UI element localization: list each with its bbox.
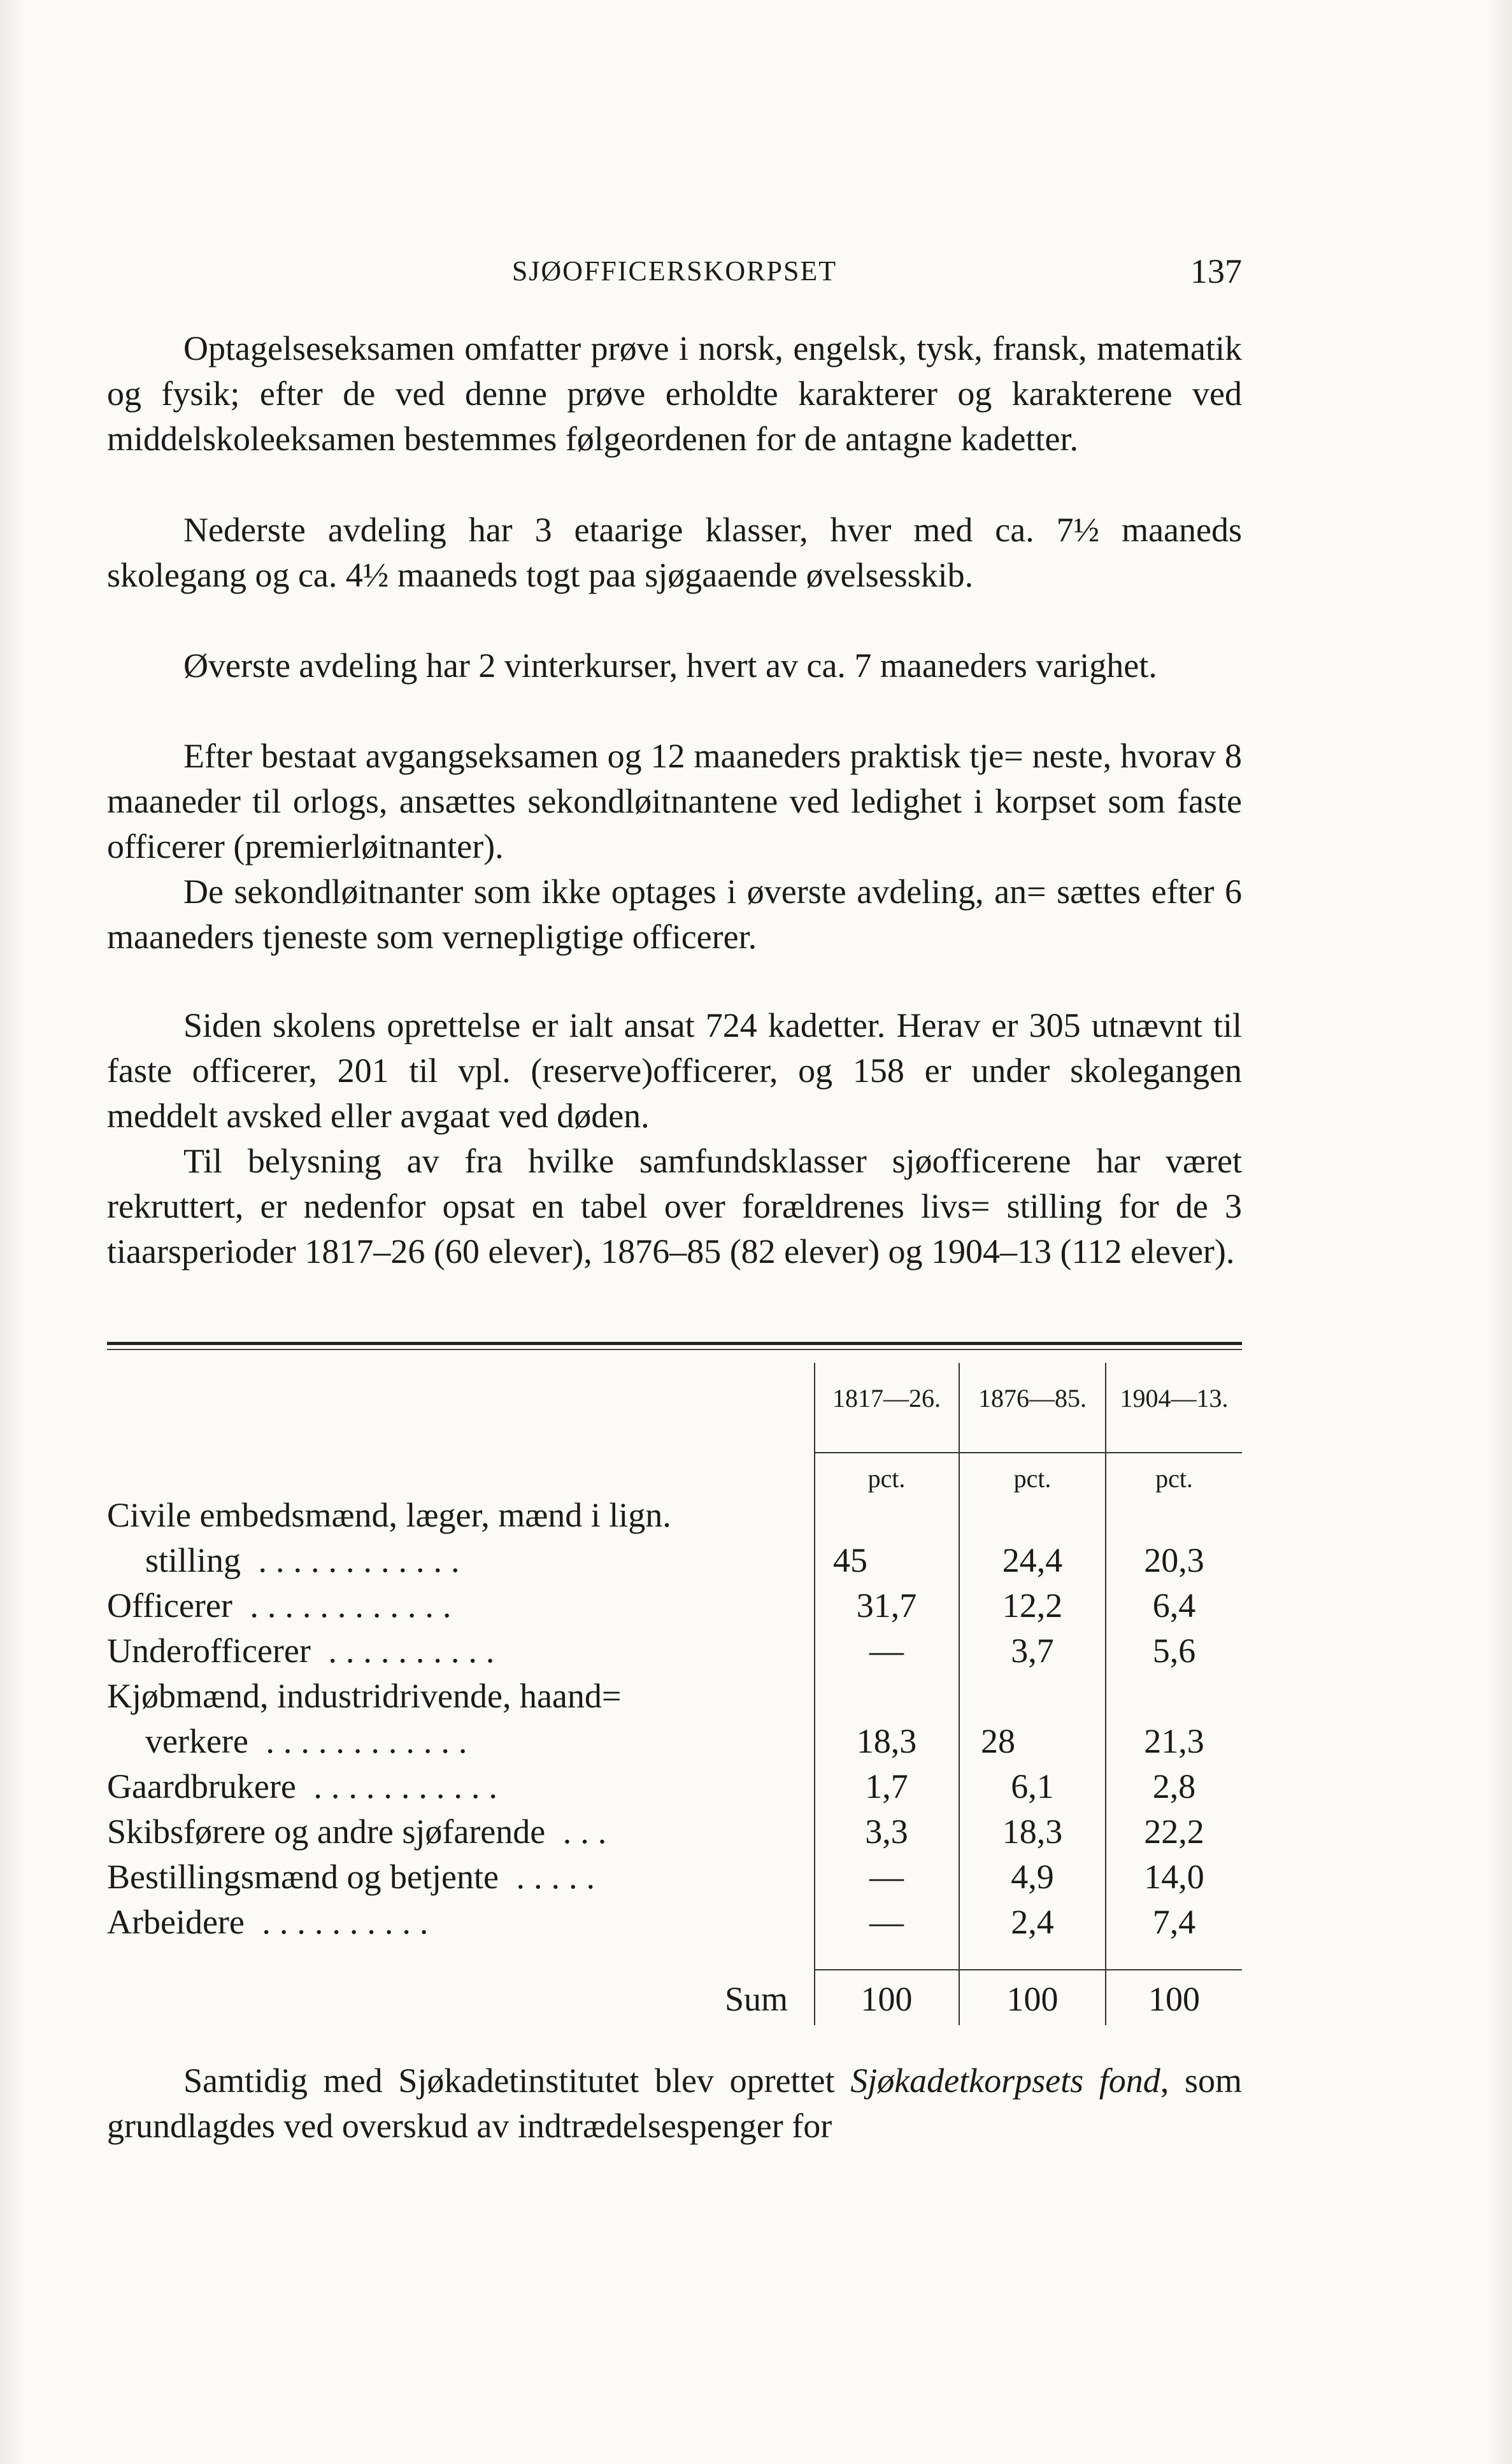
table-cell: 2,4 <box>1011 1903 1054 1941</box>
table-cell: 18,3 <box>1002 1812 1063 1851</box>
paragraph-second-lieutenants: De sekondløitnanter som ikke optages i øverste avdeling, an= sættes efter 6 maaneders tjeneste som vernepligtige officerer. <box>107 872 1242 956</box>
row-label: Underofficerer .......... <box>107 1632 504 1670</box>
table-cell: — <box>869 1632 904 1670</box>
page-header <box>107 252 1242 296</box>
sum-cell: 100 <box>1006 1980 1059 2018</box>
table-header-rule <box>814 1452 1242 1453</box>
row-label: stilling ............ <box>145 1541 469 1579</box>
table-cell: — <box>869 1903 904 1941</box>
paragraph-upper-division: Øverste avdeling har 2 vinterkurser, hvert av ca. 7 maaneders varighet. <box>183 646 1157 685</box>
unit-label-3: pct. <box>1155 1464 1193 1493</box>
table-cell: 4,9 <box>1011 1858 1054 1896</box>
table-cell: 2,8 <box>1152 1767 1196 1805</box>
column-header-1876: 1876—85. <box>978 1384 1087 1413</box>
table-sum-rule <box>814 1969 1242 1970</box>
row-label-line1: Civile embedsmænd, læger, mænd i lign. <box>107 1496 671 1534</box>
running-head: SJØOFFICERSKORPSET <box>511 255 838 287</box>
row-label: Arbeidere .......... <box>107 1903 438 1941</box>
table-cell: 21,3 <box>1144 1722 1204 1760</box>
page-number: 137 <box>1190 252 1242 290</box>
table-cell: 31,7 <box>856 1586 917 1625</box>
paragraph-final-exam: Efter bestaat avgangseksamen og 12 maaneders praktisk tje= neste, hvorav 8 maaneder til orlogs, ansættes sekondløitnantene ved ledighet i korpset som faste officerer (premierløitnanter). <box>107 737 1242 865</box>
unit-label-2: pct. <box>1013 1464 1052 1493</box>
paragraph-lower-division: Nederste avdeling har 3 etaarige klasser, hver med ca. 7½ maaneds skolegang og ca. 4½ maaneds togt paa sjøgaaende øvelsesskib. <box>107 511 1242 594</box>
table-cell: — <box>869 1858 904 1896</box>
row-label: verkere ............ <box>145 1722 476 1760</box>
table-cell: 22,2 <box>1144 1812 1204 1851</box>
table-cell: 6,4 <box>1152 1586 1196 1625</box>
row-label: Skibsførere og andre sjøfarende ... <box>107 1812 616 1851</box>
sum-cell: 100 <box>1148 1980 1200 2018</box>
row-label: Bestillingsmænd og betjente ..... <box>107 1858 604 1896</box>
sum-cell: 100 <box>860 1980 913 2018</box>
table-cell: 3,7 <box>1011 1632 1054 1670</box>
table-cell: 45 <box>833 1541 867 1579</box>
table-cell: 18,3 <box>856 1722 917 1760</box>
unit-label-1: pct. <box>867 1464 906 1493</box>
table-top-rule <box>107 1342 1242 1345</box>
table-cell: 6,1 <box>1011 1767 1054 1805</box>
paragraph-cadet-totals: Siden skolens oprettelse er ialt ansat 724 kadetter. Herav er 305 utnævnt til faste officerer, 201 til vpl. (reserve)officerer, og 158 er under skolegangen meddelt avsked eller avgaat ved døden. <box>107 1006 1242 1135</box>
row-label: Officerer ............ <box>107 1586 460 1625</box>
table-cell: 24,4 <box>1002 1541 1063 1579</box>
column-header-1817: 1817—26. <box>832 1384 941 1413</box>
paragraph-table-intro: Til belysning av fra hvilke samfundsklasser sjøofficerene har været rekruttert, er nedenfor opsat en tabel over forældrenes livs= stilling for de 3 tiaarsperioder 1817–26 (60 elever), 1876–85 (82 elever) og 1904–13 (112 elever). <box>107 1142 1242 1271</box>
row-label-line1: Kjøbmænd, industridrivende, haand= <box>107 1677 622 1715</box>
table-cell: 14,0 <box>1144 1858 1204 1896</box>
table-cell: 12,2 <box>1002 1586 1063 1625</box>
table-cell: 3,3 <box>865 1812 908 1851</box>
table-cell: 20,3 <box>1144 1541 1204 1579</box>
parent-occupation-table <box>107 1350 1242 2032</box>
table-cell: 1,7 <box>865 1767 908 1805</box>
table-cell: 28 <box>981 1722 1015 1760</box>
paragraph-admission-exam: Optagelseseksamen omfatter prøve i norsk, engelsk, tysk, fransk, matematik og fysik; efter de ved denne prøve erholdte karakterer og karakterene ved middelskoleeksamen bestemmes følgeordenen for de antagne kadetter. <box>107 329 1242 458</box>
table-cell: 5,6 <box>1152 1632 1196 1670</box>
row-label: Gaardbrukere ........... <box>107 1767 506 1805</box>
paragraph-fund: Samtidig med Sjøkadetinstitutet blev oprettet Sjøkadetkorpsets fond, som grundlagdes ved overskud av indtrædelsespenger for <box>107 2062 1242 2145</box>
column-header-1904: 1904—13. <box>1120 1384 1229 1413</box>
sum-label: Sum <box>725 1980 788 2018</box>
table-cell: 7,4 <box>1152 1903 1196 1941</box>
